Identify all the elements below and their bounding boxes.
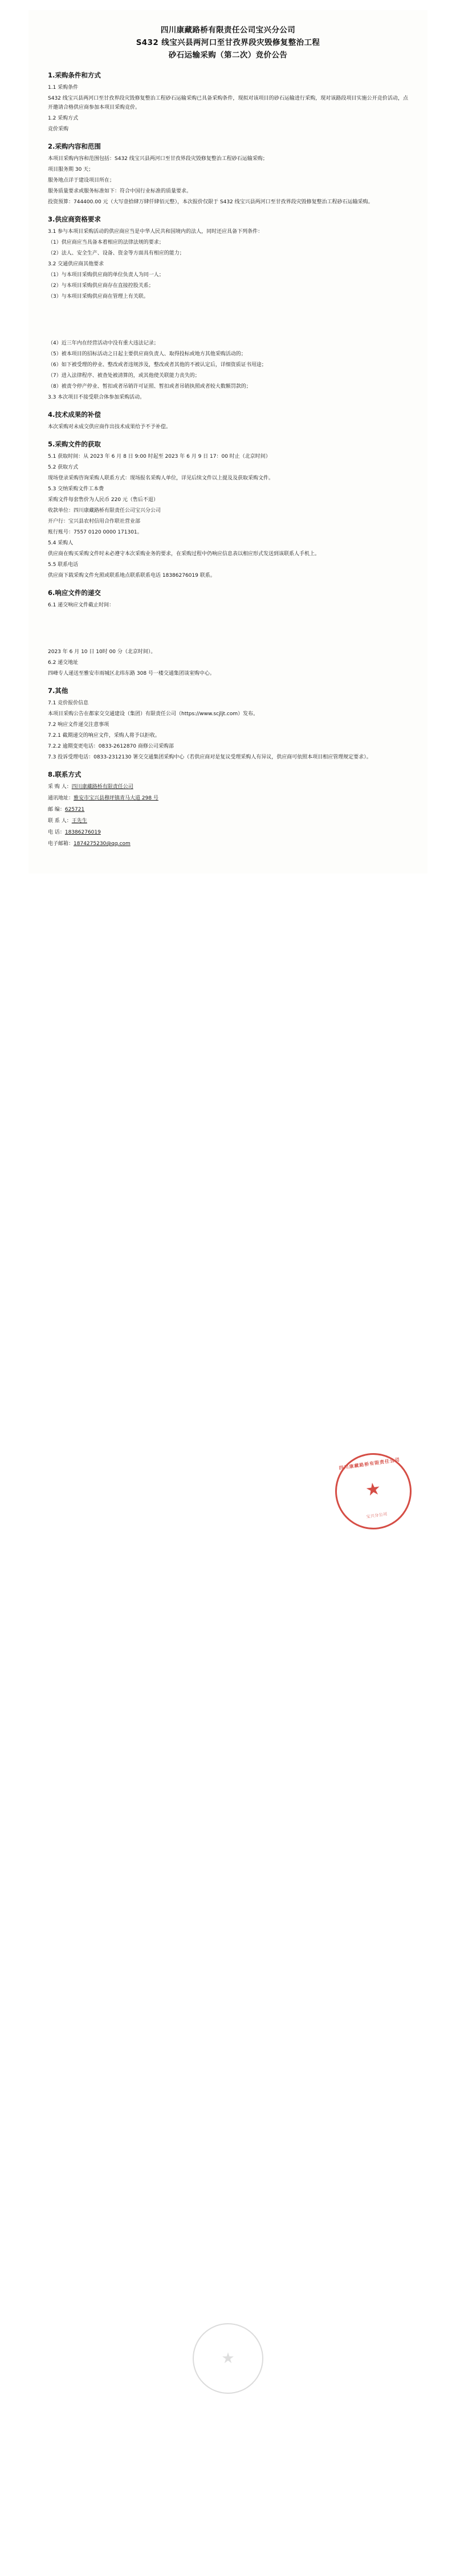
contact-label-email: 电子邮箱： [48,841,74,847]
section-5-p7: 开户行：宝兴县农村信用合作联社营业部 [48,519,141,524]
contact-row-purchaser [48,782,408,791]
contact-row-email [48,839,408,848]
section-5-p11: 5.5 联系电话 [48,562,79,568]
section-5-p1: 5.1 获取时间：从 2023 年 6 月 8 日 9:00 时起至 2023 年 6 月 9 日 17：00 时止（北京时间） [48,454,271,460]
note-p4: （7）进入法律程序、被查处被清算的，或其他使关联能力丧失的； [48,373,200,379]
note-p6: 3.3 本次项目不接受联合体参加采购活动。 [48,395,145,400]
section-1-p4: 竞价采购 [48,126,69,132]
watermark-star-icon: ★ [221,2350,235,2367]
contact-label-person: 联 系 人： [48,818,72,824]
title-line-2: S432 线宝兴县两河口至甘孜界段灾毁修复整治工程 [136,38,320,47]
contact-value-email: 1874275230@qq.com [74,841,131,847]
section-7-p1: 7.1 竞价报价信息 [48,700,89,706]
contact-label-postcode: 邮 编： [48,807,65,813]
section-5-p6: 收款单位：四川康藏路桥有限责任公司宝兴分公司 [48,508,161,514]
section-5-p8: 账行账号：7557 0120 0000 171301。 [48,530,142,535]
section-2-p3: 服务地点详于建设项目所在； [48,178,115,183]
section-3-p4: 3.2 交通供应商其他要求 [48,261,104,267]
section-heading-7: 7.其他 [48,687,68,695]
section-3-p3: （2）法人、安全生产、设备、资金等方面具有相应的能力； [48,251,185,256]
section-heading-3: 3.供应商资格要求 [48,215,101,223]
section-1-p3: 1.2 采购方式 [48,116,79,121]
seal-bottom-text: 宝兴分公司 [365,1512,388,1520]
delivery-address-label: 6.2 递交地址 [48,660,79,666]
deadline-datetime: 2023 年 6 月 10 日 10时 00 分（北京时间）。 [48,649,156,655]
contact-value-postcode: 625721 [64,807,85,813]
section-heading-8: 8.联系方式 [48,770,82,778]
section-5-p5: 采购文件每套售价为人民币 220 元（售后不退） [48,497,158,503]
section-heading-2: 2.采购内容和范围 [48,142,101,150]
contact-row-phone [48,828,408,837]
watermark-seal [193,2323,263,2394]
note-p2: （5）被本项目的招标活动之日起主要供应商负责人、取得投标或地方其他采购活动的； [48,351,246,357]
section-3-p7: （3）与本项目采购供应商在管理上有关联。 [48,294,149,300]
scanned-sheet [28,10,427,873]
section-5-p3: 现场登录采购咨询采购人联系方式：现场报名采购人单位，详见后续文件以上提及及获取采购文件。 [48,475,274,481]
section-7-p4: 7.2.1 截期递交的响应文件，采购人将予以拒收。 [48,733,160,739]
document-title [48,24,408,61]
contact-label-purchaser: 采 购 人： [48,784,72,790]
section-7-p2: 本项目采购公告在都家交交通建设（集团）有限责任公司（https://www.scjljt.com）发布。 [48,711,259,717]
delivery-address-value: 四峰专人递送至雅安市雨城区北纬东路 308 号一楼交通集团谈室购中心。 [48,671,215,676]
official-seal-stamp [330,1448,416,1534]
note-p3: （6）如下被受理的停业、整改或者违规涉及，整改或者其他的不被认定后，详细资质证书用途； [48,362,267,368]
contact-label-address: 通讯地址： [48,795,74,801]
section-1-p1: 1.1 采购条件 [48,85,79,91]
section-2-p1: 本项目采购内容和范围包括：S432 线宝兴县两河口至甘孜界段灾毁修复整治工程砂石运输采购； [48,156,268,162]
contact-row-address [48,794,408,803]
contact-value-phone: 18386276019 [64,830,101,835]
title-line-3: 砂石运输采购（第二次）竞价公告 [168,51,288,60]
section-3-p5: （1）与本项目采购供应商的单位负责人为同一人； [48,272,164,278]
section-5-p9: 5.4 采购人 [48,540,74,546]
section-heading-5: 5.采购文件的获取 [48,440,101,448]
section-3-p2: （1）供应商应当具备本着相应的法律法规的要求； [48,240,164,245]
contact-row-person [48,817,408,826]
section-5-p4: 5.3 交纳采购文件工本费 [48,486,104,492]
section-2-p4: 服务质量要求或服务标准如下：符合中国行业标准的质量要求。 [48,188,192,194]
contact-label-phone: 电 话： [48,830,65,835]
section-3-p1: 3.1 参与本项目采购活动的供应商应当是中华人民共和国境内的法人，同时还应具备下列条件： [48,229,263,235]
section-heading-6: 6.响应文件的递交 [48,589,101,597]
note-p5: （8）被责令停产停业、暂扣或者吊销许可证照、暂扣或者吊销执照或者较大数额罚款的； [48,384,251,389]
title-line-1: 四川康藏路桥有限责任公司宝兴分公司 [160,26,296,35]
section-5-p12: 供应商下载采购文件允照或联系地点联系联系电话 18386276019 联系。 [48,573,215,579]
contact-value-purchaser: 四川康藏路桥有限责任公司 [71,784,133,790]
section-7-p3: 7.2 响应文件递交注意事项 [48,722,109,728]
contact-value-person: 王先生 [71,818,87,824]
section-7-p6: 7.3 投诉受理电话：0833-2312130 署交交通集团采购中心（若供应商对是复议受理采购人有异议，供应商可依照本项目相应管理规定要求）。 [48,754,372,760]
section-4-p1: 本次采购对未成交供应商作出技术成果给予不予补偿。 [48,424,172,430]
section-7-p5: 7.2.2 逾期变更电话：0833-2612870 商修公司采购部 [48,744,174,749]
section-6-p1: 6.1 递交响应文件截止时间： [48,602,115,608]
section-5-p10: 供应商在购买采购文件时未必遵守本次采购业务的要求，在采购过程中仍响应信息表以相应形式发送到该联系人手机上。 [48,551,320,557]
seal-star-icon: ★ [364,1478,382,1501]
contact-list [48,782,408,848]
section-heading-4: 4.技术成果的补偿 [48,411,101,419]
section-heading-1: 1.采购条件和方式 [48,71,101,79]
section-5-p2: 5.2 获取方式 [48,465,79,470]
contact-value-address: 雅安市宝兴县穆坪镇青马大道 298 号 [74,795,158,801]
section-2-p2: 项目服务期 30 天； [48,167,94,173]
section-3-p6: （2）与本项目采购供应商存在直接控股关系； [48,283,154,289]
seal-top-text: 四川康藏路桥有限责任公司 [339,1457,401,1471]
section-1-p2: S432 线宝兴县两河口至甘孜界段灾毁修复整治工程砂石运输采购已具备采购条件，现拟对该项目的砂石运输进行采购，现对该路段项目实施公开竞价活动，点开邀请合格供应商参加本项目采购竞价。 [48,96,408,110]
section-2-p5: 投资预算：744400.00 元（大写壹拾肆万肆仟肆佰元整），本次报价仅限于 S432 线宝兴县两河口至甘孜界段灾毁修复整治工程砂石运输采购。 [48,199,373,205]
note-p1: （4）近三年内在经营活动中没有重大违法记录； [48,341,159,346]
contact-row-postcode [48,805,408,814]
